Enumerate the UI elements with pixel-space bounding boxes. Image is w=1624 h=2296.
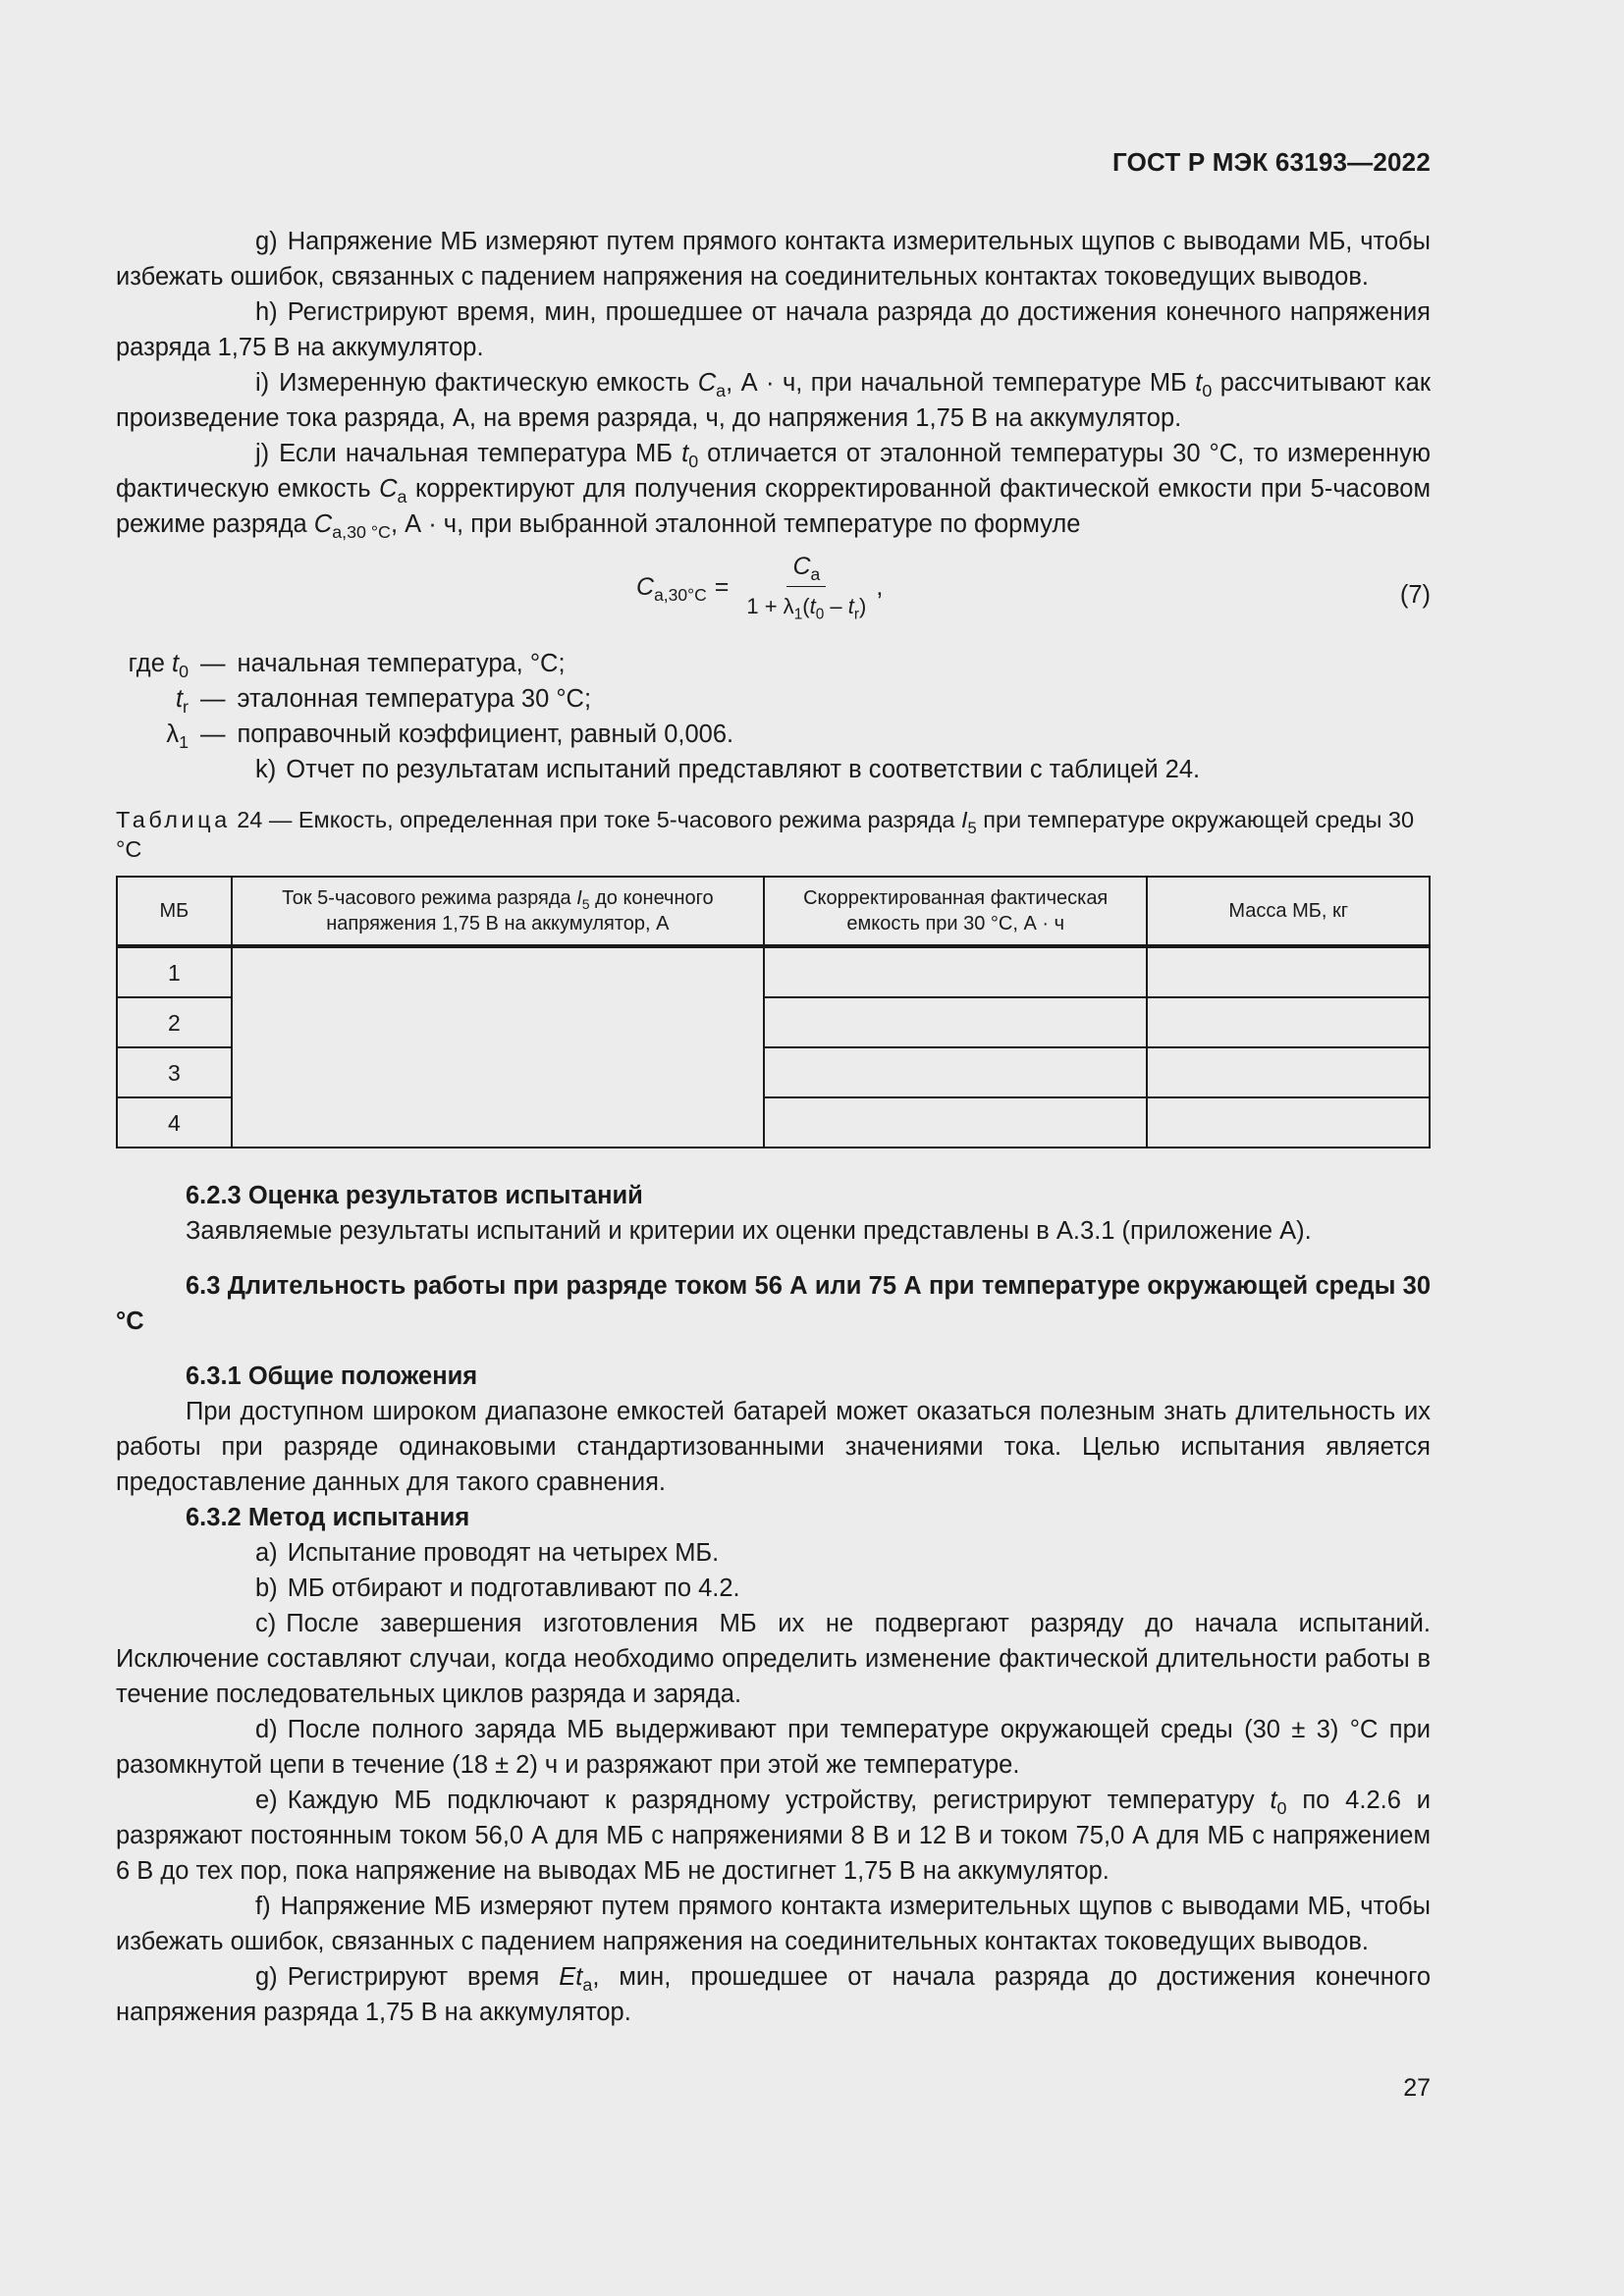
table-header-row bbox=[117, 877, 1430, 946]
legend-symbol bbox=[116, 717, 189, 752]
item-label: i) bbox=[255, 369, 270, 397]
table-cell bbox=[1147, 1097, 1430, 1148]
legend-dash: — bbox=[200, 685, 226, 713]
caption-word: Таблица bbox=[116, 807, 231, 832]
table-cell bbox=[232, 946, 764, 1148]
page-number: 27 bbox=[1403, 2074, 1431, 2102]
symbol: t bbox=[809, 594, 816, 618]
table-cell bbox=[764, 1047, 1148, 1097]
item-f-paragraph bbox=[116, 1889, 1431, 1959]
text-run: Если начальная температура МБ bbox=[279, 440, 682, 467]
symbol: C bbox=[636, 572, 655, 601]
legend-row bbox=[116, 681, 1431, 717]
symbol: C bbox=[313, 510, 333, 538]
subscript: a bbox=[716, 381, 727, 401]
table-24 bbox=[116, 876, 1431, 1148]
item-label: f) bbox=[255, 1893, 271, 1920]
subscript: a bbox=[397, 487, 407, 507]
section-number: 6.2.3 bbox=[186, 1182, 242, 1209]
table-cell bbox=[1147, 946, 1430, 997]
item-c-paragraph bbox=[116, 1606, 1431, 1712]
text-run: Регистрируют время bbox=[287, 1963, 560, 1991]
item-text: Испытание проводят на четырех МБ. bbox=[287, 1539, 720, 1567]
subscript: 0 bbox=[815, 606, 825, 623]
section-6-2-3-text bbox=[116, 1213, 1431, 1249]
text-run: до конечного напряжения 1,75 В на аккумулятор, А bbox=[326, 887, 714, 934]
subscript: r bbox=[183, 697, 189, 718]
table-cell bbox=[764, 997, 1148, 1047]
item-text: После полного заряда МБ выдерживают при температуре окружающей среды (30 ± 3) °C при разомкнутой цепи в течение (18 ± 2) ч и разряжают при этой же температуре. bbox=[116, 1716, 1431, 1779]
table-row bbox=[117, 946, 1430, 997]
item-label: b) bbox=[255, 1575, 278, 1602]
text-run: по 4.2.6 и разряжают постоянным током 56,0 А для МБ с напряжениями 8 В и 12 В и током 75,0 А для МБ с напряжением 6 В до тех пор, пока напряжение на выводах МБ не достигнет 1,75 В на аккумулятор. bbox=[116, 1787, 1431, 1885]
formula-fraction bbox=[740, 549, 872, 624]
symbol: C bbox=[379, 475, 398, 503]
item-label: k) bbox=[255, 756, 277, 783]
subscript: r bbox=[853, 606, 859, 623]
text-run: 1 + λ bbox=[746, 594, 794, 618]
text-run: Каждую МБ подключают к разрядному устройству, регистрируют температуру bbox=[287, 1787, 1271, 1814]
item-e-paragraph bbox=[116, 1783, 1431, 1889]
subscript: 5 bbox=[581, 895, 590, 912]
section-number: 6.3 bbox=[186, 1272, 221, 1300]
item-label: h) bbox=[255, 298, 278, 326]
table-cell: 2 bbox=[117, 997, 232, 1047]
item-label: c) bbox=[255, 1610, 277, 1637]
section-number: 6.3.2 bbox=[186, 1504, 242, 1531]
subscript: a,30°C bbox=[654, 584, 707, 605]
subscript: 0 bbox=[1276, 1798, 1287, 1819]
paragraph-text: При доступном широком диапазоне емкостей батарей может оказаться полезным знать длительность их работы при разряде одинаковыми стандартизованными значениями тока. Целью испытания является предоставление данных для такого сравнения. bbox=[116, 1398, 1431, 1496]
symbol: C bbox=[792, 553, 811, 580]
section-title: Длительность работы при разряде током 56 А или 75 А при температуре окружающей среды 30 °C bbox=[116, 1272, 1432, 1335]
text-run: Ток 5-часового режима разряда bbox=[282, 887, 577, 909]
item-label: e) bbox=[255, 1787, 278, 1814]
item-h-paragraph bbox=[116, 294, 1431, 365]
column-header: Масса МБ, кг bbox=[1147, 877, 1430, 946]
formula-number: (7) bbox=[1399, 581, 1431, 609]
legend-dash: — bbox=[200, 650, 226, 677]
equals-sign: = bbox=[714, 572, 730, 601]
item-d-paragraph bbox=[116, 1712, 1431, 1783]
column-header: Скорректированная фактическая емкость при 30 °C, А · ч bbox=[764, 877, 1148, 946]
text-run: , мин, прошедшее от начала разряда до достижения конечного напряжения разряда 1,75 В на аккумулятор. bbox=[116, 1963, 1431, 2026]
text-run: ( bbox=[802, 594, 810, 618]
table-cell bbox=[1147, 997, 1430, 1047]
table-cell: 4 bbox=[117, 1097, 232, 1148]
item-b-paragraph bbox=[116, 1571, 1431, 1606]
subscript: 1 bbox=[793, 606, 803, 623]
symbol: λ bbox=[166, 721, 180, 748]
section-title: Оценка результатов испытаний bbox=[247, 1182, 643, 1209]
item-label: g) bbox=[255, 1963, 278, 1991]
subscript: 1 bbox=[179, 732, 189, 753]
symbol: t bbox=[1195, 369, 1203, 397]
item-text: Напряжение МБ измеряют путем прямого контакта измерительных щупов с выводами МБ, чтобы избежать ошибок, связанных с падением напряжения на соединительных контактах токоведущих выводов. bbox=[116, 1893, 1431, 1955]
legend-symbol bbox=[116, 681, 189, 717]
text-run: ) bbox=[859, 594, 867, 618]
table-cell bbox=[764, 1097, 1148, 1148]
subscript: 0 bbox=[179, 662, 189, 682]
symbol: t bbox=[847, 594, 854, 618]
item-a-paragraph bbox=[116, 1535, 1431, 1571]
column-header bbox=[232, 877, 764, 946]
text-run: , А · ч, при выбранной эталонной температуре по формуле bbox=[390, 510, 1081, 538]
section-6-3-1-text bbox=[116, 1394, 1431, 1500]
item-label: j) bbox=[255, 440, 270, 467]
item-label: a) bbox=[255, 1539, 278, 1567]
table-cell: 1 bbox=[117, 946, 232, 997]
formula-lhs bbox=[636, 569, 707, 605]
symbol: I bbox=[961, 807, 968, 832]
section-title: Общие положения bbox=[247, 1362, 478, 1390]
table-cell bbox=[764, 946, 1148, 997]
item-g-paragraph bbox=[116, 224, 1431, 294]
legend-dash: — bbox=[200, 721, 226, 748]
text-run: рассчитывают как произведение тока разряда, А, на время разряда, ч, до напряжения 1,75 В на аккумулятор. bbox=[116, 369, 1431, 432]
symbol: Et bbox=[559, 1963, 583, 1991]
document-header: ГОСТ Р МЭК 63193—2022 bbox=[1111, 147, 1431, 177]
section-number: 6.3.1 bbox=[186, 1362, 242, 1390]
subscript: 5 bbox=[967, 819, 977, 837]
subscript: 0 bbox=[688, 452, 699, 472]
text-run: при температуре окружающей среды 30 °C bbox=[116, 807, 1415, 862]
text-run: — Емкость, определенная при токе 5-часового режима разряда bbox=[262, 807, 961, 832]
symbol: t bbox=[171, 650, 180, 677]
item-text: Отчет по результатам испытаний представляют в соответствии с таблицей 24. bbox=[286, 756, 1201, 783]
symbol: t bbox=[1270, 1787, 1277, 1814]
symbol: t bbox=[175, 685, 184, 713]
fraction-numerator bbox=[786, 549, 826, 587]
subscript: 0 bbox=[1202, 381, 1213, 401]
section-6-2-3-heading bbox=[116, 1178, 1431, 1213]
table-caption bbox=[116, 805, 1431, 864]
column-header: МБ bbox=[117, 877, 232, 946]
formula-expression bbox=[636, 549, 883, 624]
text-run: – bbox=[824, 594, 848, 618]
legend-text: начальная температура, °C; bbox=[237, 650, 566, 677]
item-label: d) bbox=[255, 1716, 278, 1743]
table-cell: 3 bbox=[117, 1047, 232, 1097]
subscript: a bbox=[810, 564, 821, 585]
paragraph-text: Заявляемые результаты испытаний и критерии их оценки представлены в А.3.1 (приложение А). bbox=[186, 1217, 1312, 1245]
formula-7 bbox=[116, 544, 1431, 642]
item-j-paragraph bbox=[116, 436, 1431, 542]
text-run: , А · ч, при начальной температуре МБ bbox=[726, 369, 1196, 397]
fraction-denominator bbox=[740, 587, 872, 624]
legend-row bbox=[116, 717, 1431, 752]
section-title: Метод испытания bbox=[247, 1504, 470, 1531]
section-6-3-1-heading bbox=[116, 1359, 1431, 1394]
legend-text: поправочный коэффициент, равный 0,006. bbox=[237, 721, 734, 748]
table-cell bbox=[1147, 1047, 1430, 1097]
caption-number: 24 bbox=[237, 807, 263, 832]
subscript: a bbox=[582, 1975, 593, 1996]
item-g2-paragraph bbox=[116, 1959, 1431, 2030]
item-i-paragraph bbox=[116, 365, 1431, 436]
symbol: C bbox=[697, 369, 717, 397]
item-text: После завершения изготовления МБ их не подвергают разряду до начала испытаний. Исключение составляют случаи, когда необходимо определить изменение фактической длительности работы в течение последовательных циклов разряда и заряда. bbox=[116, 1610, 1431, 1708]
item-text: Напряжение МБ измеряют путем прямого контакта измерительных щупов с выводами МБ, чтобы избежать ошибок, связанных с падением напряжения на соединительных контактах токоведущих выводов. bbox=[116, 228, 1431, 291]
section-6-3-2-heading bbox=[116, 1500, 1431, 1535]
item-text: Регистрируют время, мин, прошедшее от начала разряда до достижения конечного напряжения разряда 1,75 В на аккумулятор. bbox=[116, 298, 1431, 361]
legend-text: эталонная температура 30 °C; bbox=[237, 685, 592, 713]
item-k-paragraph bbox=[116, 752, 1431, 787]
symbol: t bbox=[681, 440, 689, 467]
text-run: Измеренную фактическую емкость bbox=[279, 369, 698, 397]
text-run: , bbox=[876, 572, 884, 601]
section-6-3-heading bbox=[116, 1268, 1431, 1339]
item-text: МБ отбирают и подготавливают по 4.2. bbox=[287, 1575, 740, 1602]
text-run: отличается от эталонной температуры 30 °C, то измеренную фактическую емкость bbox=[116, 440, 1432, 503]
legend-symbol bbox=[116, 646, 189, 681]
item-label: g) bbox=[255, 228, 278, 255]
page-body bbox=[116, 224, 1431, 2030]
symbol: I bbox=[576, 887, 582, 909]
text-run: корректируют для получения скорректированной фактической емкости при 5-часовом режиме разряда bbox=[116, 475, 1431, 538]
legend-intro: где bbox=[128, 650, 165, 677]
legend-row bbox=[116, 646, 1431, 681]
subscript: a,30 °C bbox=[332, 522, 391, 543]
where-legend bbox=[116, 646, 1431, 752]
